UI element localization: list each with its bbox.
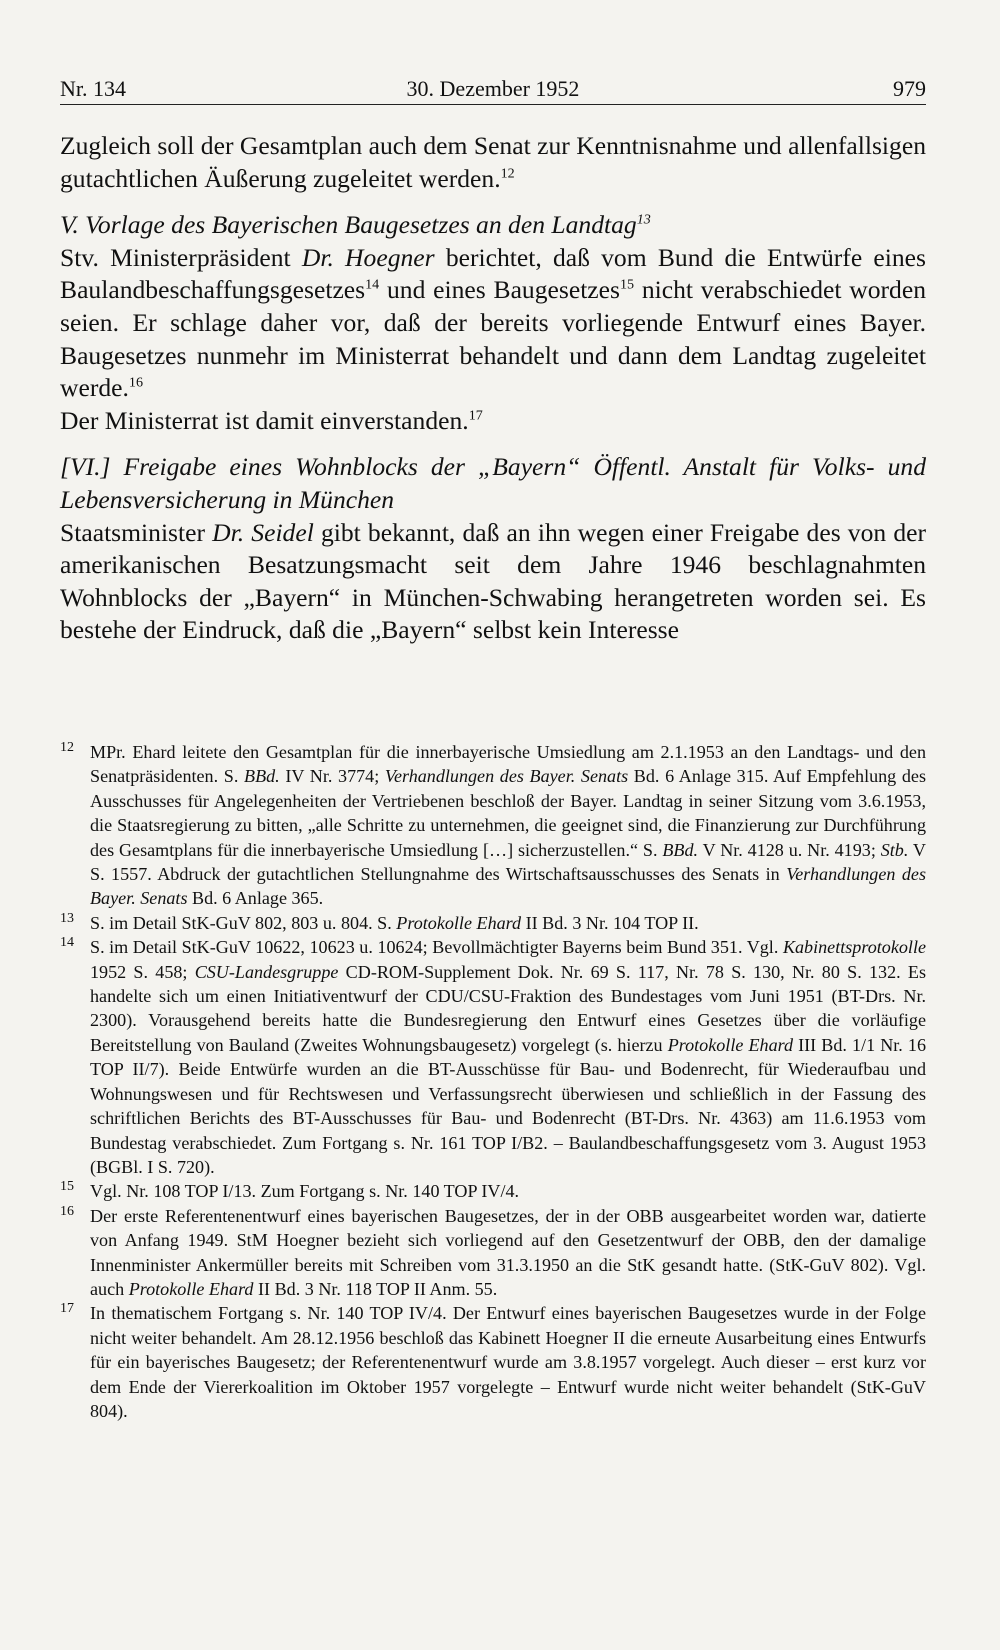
text-segment: gibt bekannt, daß an ihn wegen einer Freigabe des von der amerikanischen Besatzungsmacht seit dem Jahre 1946 beschlagnahmten Wohnblocks der „Bayern“ in München-Schwabing herangetreten worden sei. Es bestehe der Eindruck, daß die „Bayern“ selbst kein Interesse bbox=[60, 517, 926, 645]
footnote-text bbox=[90, 1204, 926, 1302]
footnote-ref-12[interactable]: 12 bbox=[500, 165, 515, 182]
footnote-text bbox=[90, 740, 926, 911]
citation-title: Stb. bbox=[880, 839, 909, 860]
footnote-ref-17[interactable]: 17 bbox=[468, 407, 483, 424]
paragraph-decision bbox=[60, 405, 926, 438]
text-segment: II Bd. 3 Nr. 104 TOP II. bbox=[521, 912, 699, 933]
citation-title: Kabinettsprotokolle bbox=[782, 937, 926, 958]
text-segment: berichtet, daß vom Bund die Entwürfe eines Baulandbeschaffungsgesetzes bbox=[60, 242, 926, 305]
footnote-ref-13[interactable]: 13 bbox=[636, 211, 651, 228]
footnote-number: 13 bbox=[60, 910, 74, 926]
footnote-12 bbox=[60, 740, 926, 911]
page-number: 979 bbox=[893, 76, 926, 101]
speaker-name: Dr. Seidel bbox=[212, 517, 314, 547]
text-segment: Staatsminister bbox=[60, 517, 213, 547]
text-segment: In thematischem Fortgang s. Nr. 140 TOP IV/4. Der Entwurf eines bayerischen Baugesetzes wurde in der Folge nicht weiter behandelt. Am 28.12.1956 beschloß das Kabinett Hoegner II die erneute Ausarbeitung eines Entwurfs für ein bayerisches Baugesetz; der Referentenentwurf wurde am 3.8.1957 vorgelegt. Auch dieser – erst kurz vor dem Ende der Viererkoalition im Oktober 1957 vorgelegte – Entwurf wurde nicht weiter behandelt (StK-GuV 804). bbox=[90, 1303, 926, 1421]
text-segment: S. im Detail StK-GuV 802, 803 u. 804. S. bbox=[90, 912, 397, 933]
text-segment: V S. 1557. Abdruck der gutachtlichen Stellungnahme des Wirtschaftsausschusses des Senats in bbox=[90, 839, 926, 885]
agenda-heading-v bbox=[60, 209, 926, 242]
text-segment: nicht verabschiedet worden seien. Er schlage daher vor, daß der bereits vorliegende Entwurf eines Bayer. Baugesetzes nunmehr im Ministerrat behandelt und dann dem Landtag zugeleitet werde. bbox=[60, 275, 926, 403]
footnote-13 bbox=[60, 911, 926, 935]
footnote-ref-15[interactable]: 15 bbox=[620, 276, 635, 293]
citation-title: Verhandlungen des Bayer. Senats bbox=[384, 766, 629, 787]
agenda-heading-vi: [VI.] Freigabe eines Wohnblocks der „Bayern“ Öffentl. Anstalt für Volks- und Lebensversicherung in München bbox=[60, 452, 926, 514]
text-segment: II Bd. 3 Nr. 118 TOP II Anm. 55. bbox=[253, 1278, 498, 1299]
footnote-number: 15 bbox=[60, 1179, 74, 1195]
heading-text: V. Vorlage des Bayerischen Baugesetzes an den Landtag bbox=[60, 210, 637, 240]
citation-title: Protokolle Ehard bbox=[396, 912, 522, 933]
text-segment: V Nr. 4128 u. Nr. 4193; bbox=[698, 839, 881, 860]
citation-title: Verhandlungen des Bayer. Senats bbox=[90, 864, 926, 909]
footnote-ref-16[interactable]: 16 bbox=[128, 374, 143, 391]
footnote-number: 17 bbox=[60, 1301, 74, 1317]
footnote-17 bbox=[60, 1301, 926, 1423]
speaker-name: Dr. Hoegner bbox=[301, 242, 435, 272]
document-number: Nr. 134 bbox=[60, 76, 126, 101]
footnote-number: 14 bbox=[60, 935, 74, 951]
citation-title: Protokolle Ehard bbox=[128, 1278, 254, 1299]
text-segment: CD-ROM-Supplement Dok. Nr. 69 S. 117, Nr. 78 S. 130, Nr. 80 S. 132. Es handelte sich um einen Initiativentwurf der CDU/CSU-Fraktion des Bundestages vom Juni 1951 (BT-Drs. Nr. 2300). Vorausgehend bereits hatte die Bundesregierung den Entwurf eines Gesetzes über die vorläufige Bereitstellung von Bauland (Zweites Wohnungsbaugesetz) vorgelegt (s. hierzu bbox=[90, 961, 926, 1055]
text-segment: Der erste Referentenentwurf eines bayerischen Baugesetzes, der in der OBB ausgearbeitet worden war, datierte von Anfang 1949. StM Hoegner bezieht sich vorliegend auf den Gesetzentwurf der OBB, den der damalige Innenminister Ankermüller bereits mit Schreiben vom 31.3.1950 an die StK gesandt hatte. (StK-GuV 802). Vgl. auch bbox=[90, 1205, 926, 1299]
paragraph-text: Der Ministerrat ist damit einverstanden. bbox=[60, 405, 469, 435]
text-segment: IV Nr. 3774; bbox=[279, 766, 385, 787]
text-segment: Bd. 6 Anlage 365. bbox=[187, 888, 324, 909]
footnote-text bbox=[90, 1179, 926, 1203]
footnotes-section bbox=[60, 740, 926, 1423]
footnote-text bbox=[90, 1301, 926, 1423]
paragraph-hoegner bbox=[60, 242, 926, 405]
citation-title: BBd. bbox=[662, 839, 699, 860]
footnote-text bbox=[90, 935, 926, 1179]
text-segment: MPr. Ehard leitete den Gesamtplan für die innerbayerische Umsiedlung am 2.1.1953 an den Landtags- und den Senatpräsidenten. S. bbox=[90, 742, 926, 787]
paragraph-text: Zugleich soll der Gesamtplan auch dem Senat zur Kenntnisnahme und allenfallsigen gutachtlichen Äußerung zugeleitet werden. bbox=[60, 131, 926, 193]
footnote-number: 12 bbox=[60, 740, 74, 755]
citation-title: BBd. bbox=[244, 766, 280, 787]
footnote-16 bbox=[60, 1204, 926, 1302]
footnote-15 bbox=[60, 1179, 926, 1203]
text-segment: Bd. 6 Anlage 315. Auf Empfehlung des Ausschusses für Angelegenheiten der Vertriebenen beschloß der Bayer. Landtag in seiner Sitzung vom 3.6.1953, die Staatsregierung zu bitten, „alle Schritte zu unternehmen, die geeignet sind, die Finanzierung zur Durchführung des Gesamtplans für die innerbayerische Umsiedlung […] sicherzustellen.“ S. bbox=[90, 766, 926, 860]
main-text bbox=[60, 130, 926, 647]
footnote-text bbox=[90, 911, 926, 935]
text-segment: Vgl. Nr. 108 TOP I/13. Zum Fortgang s. Nr. 140 TOP IV/4. bbox=[90, 1181, 520, 1202]
paragraph-seidel bbox=[60, 517, 926, 647]
text-segment: S. im Detail StK-GuV 10622, 10623 u. 10624; Bevollmächtigter Bayerns beim Bund 351. Vgl. bbox=[90, 937, 783, 958]
citation-title: Protokolle Ehard bbox=[667, 1034, 794, 1055]
footnote-number: 16 bbox=[60, 1203, 74, 1219]
text-segment: und eines Baugesetzes bbox=[379, 275, 620, 305]
citation-title: CSU-Landesgruppe bbox=[194, 961, 339, 982]
footnote-14 bbox=[60, 935, 926, 1179]
text-segment: 1952 S. 458; bbox=[90, 961, 195, 982]
text-segment: Stv. Ministerpräsident bbox=[60, 242, 302, 272]
running-header bbox=[60, 70, 926, 105]
text-segment: III Bd. 1/1 Nr. 16 TOP II/7). Beide Entwürfe wurden an die BT-Ausschüsse für Bau- und Bodenrecht, für Wiederaufbau und Wohnungswesen und für Rechtswesen und Verfassungsrecht überwiesen und schließlich in der Fassung des schriftlichen Berichts des BT-Ausschusses für Bau- und Bodenrecht (BT-Drs. Nr. 4363) am 11.6.1953 vom Bundestag verabschiedet. Zum Fortgang s. Nr. 161 TOP I/B2. – Baulandbeschaffungsgesetz vom 3. August 1953 (BGBl. I S. 720). bbox=[90, 1034, 927, 1177]
paragraph-gesamtplan bbox=[60, 130, 926, 195]
footnote-ref-14[interactable]: 14 bbox=[365, 276, 380, 293]
session-date: 30. Dezember 1952 bbox=[406, 76, 580, 101]
